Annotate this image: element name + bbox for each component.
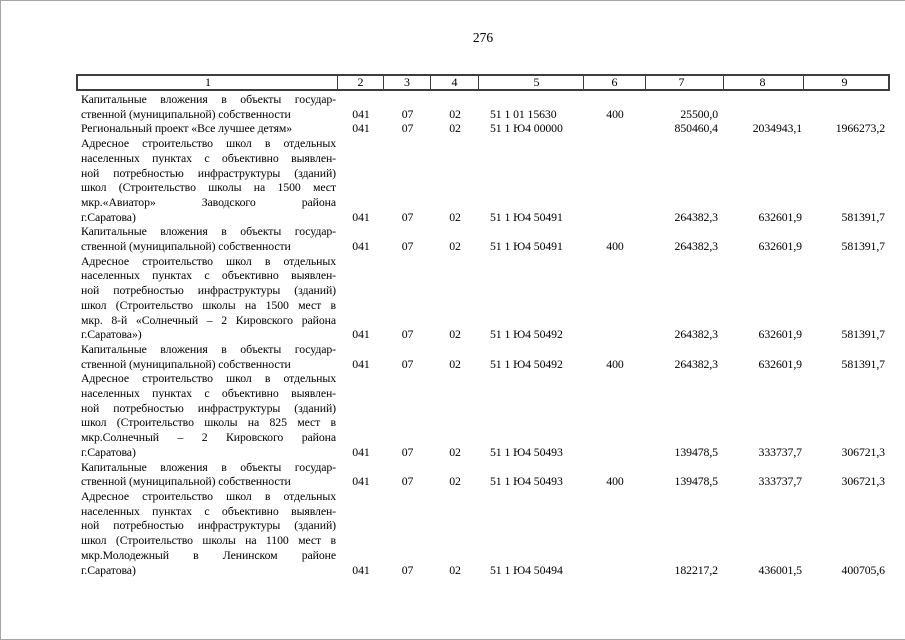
cell-col2: 041	[352, 562, 370, 577]
cell-col2: 041	[352, 239, 370, 254]
row-name-cell	[78, 460, 338, 489]
cell-col8: 632601,9	[758, 209, 802, 224]
cell-col7: 264382,3	[674, 209, 718, 224]
cell-col2: 041	[352, 444, 370, 459]
cell-col3: 07	[401, 356, 414, 371]
cell-col9: 581391,7	[841, 356, 885, 371]
cell-col2: 041	[352, 121, 370, 136]
page-number: 276	[472, 30, 494, 45]
table-row	[78, 371, 888, 459]
cell-col5: 51 1 Ю4 50491	[490, 239, 563, 254]
cell-col7: 850460,4	[674, 121, 718, 136]
cell-col8: 632601,9	[758, 239, 802, 254]
cell-col4: 02	[449, 121, 461, 136]
cell-col4: 02	[449, 106, 461, 121]
cell-col7: 264382,3	[674, 327, 718, 342]
row-name-line: населенных пунктах с объективно выявлен-	[81, 386, 336, 401]
cell-col3: 07	[401, 474, 414, 489]
row-name-cell	[78, 92, 338, 121]
table-row	[78, 121, 888, 136]
row-name-line: г.Саратова»)	[81, 327, 142, 342]
row-name-line: Капитальные вложения в объекты государ-	[81, 92, 336, 106]
row-name-line: мкр. 8-й «Солнечный – 2 Кировского района	[81, 312, 336, 327]
cell-col5: 51 1 Ю4 50491	[490, 209, 563, 224]
cell-col2: 041	[352, 474, 370, 489]
cell-col2: 041	[352, 209, 370, 224]
cell-col6: 400	[606, 106, 624, 121]
cell-col8: 2034943,1	[752, 121, 802, 136]
row-name-line: школ (Строительство школы на 1100 мест в	[81, 533, 336, 548]
cell-col4: 02	[449, 209, 461, 224]
cell-col8: 632601,9	[758, 356, 802, 371]
row-name-line: школ (Строительство школы на 1500 мест в	[81, 297, 336, 312]
header-cell-3: 3	[384, 76, 431, 89]
row-name-cell	[78, 342, 338, 371]
cell-col4: 02	[449, 444, 461, 459]
row-name-cell	[78, 121, 338, 136]
row-name-line: Адресное строительство школ в отдельных	[81, 253, 336, 268]
table-row	[78, 254, 888, 342]
cell-col7: 139478,5	[674, 474, 718, 489]
row-name-line: ственной (муниципальной) собственности	[81, 106, 291, 121]
row-name-line: Адресное строительство школ в отдельных	[81, 488, 336, 503]
cell-col5: 51 1 Ю4 50493	[490, 444, 563, 459]
cell-col5: 51 1 01 15630	[490, 106, 557, 121]
header-cell-9: 9	[841, 75, 848, 89]
cell-col2: 041	[352, 327, 370, 342]
table-row	[78, 460, 888, 489]
row-name-line: ственной (муниципальной) собственности	[81, 239, 291, 254]
cell-col4: 02	[449, 327, 461, 342]
cell-col9: 400705,6	[841, 562, 885, 577]
row-name-cell	[78, 489, 338, 577]
row-name-line: г.Саратова)	[81, 444, 136, 459]
row-name-line: ственной (муниципальной) собственности	[81, 356, 291, 371]
cell-col8: 333737,7	[758, 444, 802, 459]
cell-col5: 51 1 Ю4 50492	[490, 356, 563, 371]
row-name-cell	[78, 224, 338, 253]
header-cell-6: 6	[584, 76, 646, 89]
row-name-line: мкр.Молодежный в Ленинском районе	[81, 547, 336, 562]
cell-col7: 25500,0	[680, 106, 718, 121]
cell-col7: 264382,3	[674, 239, 718, 254]
cell-col8: 436001,5	[758, 562, 802, 577]
cell-col9: 1966273,2	[835, 121, 885, 136]
row-name-line: школ (Строительство школы на 1500 мест	[81, 180, 336, 195]
cell-col8: 632601,9	[758, 327, 802, 342]
cell-col7: 264382,3	[674, 356, 718, 371]
cell-col3: 07	[401, 239, 414, 254]
row-name-line: ной потребностью инфраструктуры (зданий)	[81, 518, 336, 533]
row-name-line: ной потребностью инфраструктуры (зданий)	[81, 165, 336, 180]
cell-col3: 07	[401, 444, 414, 459]
table-row	[78, 489, 888, 577]
cell-col3: 07	[401, 121, 414, 136]
header-cell-4: 4	[431, 76, 479, 89]
table-row	[78, 136, 888, 224]
cell-col6: 400	[606, 474, 624, 489]
row-name-line: ной потребностью инфраструктуры (зданий)	[81, 283, 336, 298]
header-cell-8: 8	[724, 76, 804, 89]
cell-col7: 139478,5	[674, 444, 718, 459]
cell-col9: 581391,7	[841, 327, 885, 342]
cell-col4: 02	[449, 239, 461, 254]
row-name-line: Региональный проект «Все лучшее детям»	[81, 121, 293, 136]
cell-col6: 400	[606, 239, 624, 254]
cell-col4: 02	[449, 474, 461, 489]
row-name-line: Адресное строительство школ в отдельных	[81, 136, 336, 151]
row-name-cell	[78, 254, 338, 342]
header-cell-7: 7	[646, 76, 724, 89]
row-name-line: мкр.«Авиатор» Заводского района	[81, 194, 336, 209]
table-row	[78, 92, 888, 121]
row-name-line: населенных пунктах с объективно выявлен-	[81, 150, 336, 165]
cell-col3: 07	[401, 327, 414, 342]
table-row	[78, 224, 888, 253]
cell-col9: 306721,3	[841, 444, 885, 459]
cell-col5: 51 1 Ю4 50494	[490, 562, 563, 577]
table-header-row	[76, 74, 890, 91]
row-name-line: мкр.Солнечный – 2 Кировского района	[81, 430, 336, 445]
cell-col2: 041	[352, 106, 370, 121]
header-cell-2: 2	[338, 76, 384, 89]
cell-col7: 182217,2	[674, 562, 718, 577]
cell-col3: 07	[401, 106, 414, 121]
cell-col4: 02	[449, 562, 461, 577]
cell-col5: 51 1 Ю4 50492	[490, 327, 563, 342]
row-name-line: г.Саратова)	[81, 562, 136, 577]
cell-col2: 041	[352, 356, 370, 371]
table-row	[78, 342, 888, 371]
cell-col9: 581391,7	[841, 209, 885, 224]
header-cell-1: 1	[78, 76, 338, 89]
cell-col9: 306721,3	[841, 474, 885, 489]
row-name-line: г.Саратова)	[81, 209, 136, 224]
cell-col6: 400	[606, 356, 624, 371]
row-name-line: ственной (муниципальной) собственности	[81, 474, 291, 489]
cell-col5: 51 1 Ю4 00000	[490, 121, 563, 136]
row-name-line: Капитальные вложения в объекты государ-	[81, 341, 336, 356]
cell-col9: 581391,7	[841, 239, 885, 254]
row-name-line: ной потребностью инфраструктуры (зданий)	[81, 400, 336, 415]
row-name-line: Капитальные вложения в объекты государ-	[81, 459, 336, 474]
row-name-cell	[78, 371, 338, 459]
row-name-cell	[78, 136, 338, 224]
cell-col8: 333737,7	[758, 474, 802, 489]
row-name-line: Адресное строительство школ в отдельных	[81, 371, 336, 386]
cell-col5: 51 1 Ю4 50493	[490, 474, 563, 489]
header-cell-5: 5	[479, 76, 584, 89]
cell-col3: 07	[401, 209, 414, 224]
row-name-line: населенных пунктах с объективно выявлен-	[81, 268, 336, 283]
row-name-line: Капитальные вложения в объекты государ-	[81, 224, 336, 239]
cell-col3: 07	[401, 562, 414, 577]
budget-table	[76, 74, 890, 577]
table-body	[78, 92, 888, 577]
row-name-line: школ (Строительство школы на 825 мест в	[81, 415, 336, 430]
row-name-line: населенных пунктах с объективно выявлен-	[81, 503, 336, 518]
cell-col4: 02	[449, 356, 461, 371]
